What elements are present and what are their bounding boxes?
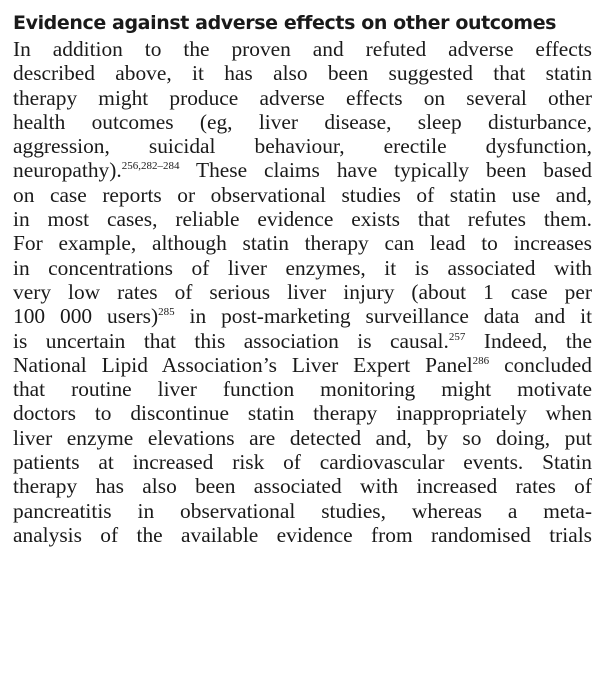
line-text: liver enzyme elevations are detected and, by so doing, put — [13, 425, 592, 450]
text-line — [13, 450, 592, 474]
line-text: in most cases, reliable evidence exists that refutes them. — [13, 207, 592, 232]
line-text: on case reports or observational studies of statin use and, — [13, 182, 592, 207]
citation-superscript: 257 — [448, 330, 466, 343]
line-text: In addition to the proven and refuted adverse effects — [13, 37, 592, 61]
article-section — [13, 10, 592, 547]
line-text: 100 000 users) — [13, 304, 159, 329]
line-text: patients at increased risk of cardiovascular events. Statin — [13, 450, 592, 475]
text-line — [13, 158, 592, 182]
line-text: doctors to discontinue statin therapy inappropriately when — [13, 401, 592, 426]
line-text: neuropathy). — [13, 158, 122, 183]
line-text: concluded — [489, 352, 592, 377]
line-text: aggression, suicidal behaviour, erectile dysfunction, — [13, 134, 592, 159]
line-text: in concentrations of liver enzymes, it is associated with — [13, 255, 592, 280]
text-line — [13, 37, 592, 61]
text-line — [13, 280, 592, 304]
text-line — [13, 134, 592, 158]
line-text: National Lipid Association’s Liver Expert Panel — [13, 352, 473, 377]
text-line — [13, 426, 592, 450]
text-line — [13, 329, 592, 353]
text-line — [13, 183, 592, 207]
text-line — [13, 474, 592, 498]
line-text: analysis of the available evidence from randomised trials — [13, 522, 592, 547]
text-line — [13, 523, 592, 547]
text-line — [13, 207, 592, 231]
line-text: described above, it has also been suggested that statin — [13, 61, 592, 86]
line-text: very low rates of serious liver injury (about 1 case per — [13, 279, 592, 304]
line-text: therapy might produce adverse effects on several other — [13, 85, 592, 110]
line-text: therapy has also been associated with increased rates of — [13, 474, 592, 499]
text-line — [13, 61, 592, 85]
line-text: in post-marketing surveillance data and it — [174, 304, 593, 329]
citation-superscript: 256,282–284 — [121, 160, 180, 173]
text-line — [13, 401, 592, 425]
text-line — [13, 110, 592, 134]
text-line — [13, 377, 592, 401]
body-paragraph — [13, 37, 592, 547]
text-line — [13, 353, 592, 377]
section-heading: Evidence against adverse effects on other outcomes — [13, 12, 557, 34]
line-text: These claims have typically been based — [179, 158, 592, 183]
citation-superscript: 285 — [158, 306, 175, 319]
text-line — [13, 304, 592, 328]
text-line — [13, 499, 592, 523]
line-text: pancreatitis in observational studies, whereas a meta- — [13, 498, 592, 523]
text-line — [13, 86, 592, 110]
citation-superscript: 286 — [472, 354, 490, 367]
line-text: health outcomes (eg, liver disease, sleep disturbance, — [13, 109, 592, 134]
line-text: is uncertain that this association is causal. — [13, 328, 449, 353]
line-text: that routine liver function monitoring might motivate — [13, 377, 592, 402]
text-line — [13, 231, 592, 255]
line-text: For example, although statin therapy can lead to increases — [13, 231, 592, 256]
line-text: Indeed, the — [465, 328, 592, 353]
text-line — [13, 256, 592, 280]
